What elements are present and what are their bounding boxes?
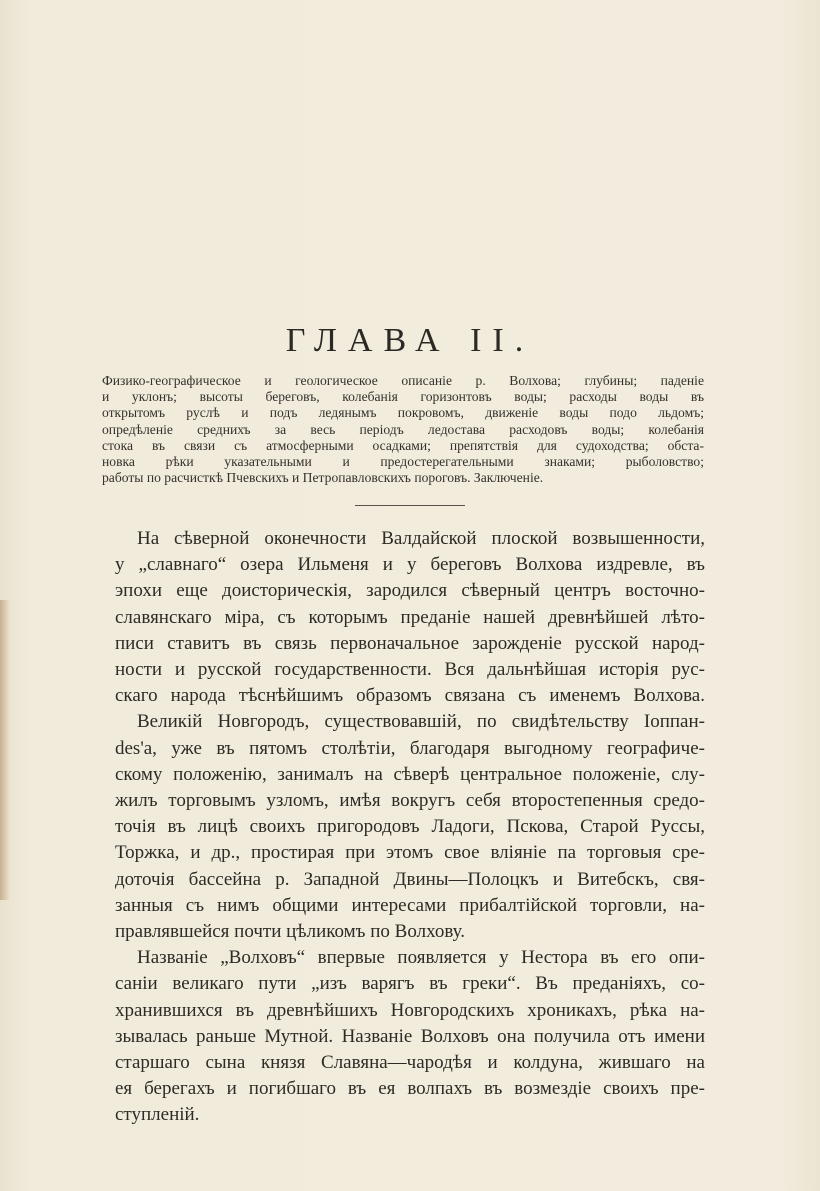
body-line: Торжка, и др., простирая при этомъ свое влiянiе па торговыя сре- [115,842,705,864]
body-line: скаго народа тѣснѣйшимъ образомъ связана съ именемъ Волхова. [115,685,705,707]
body-line: ности и русской государственности. Вся дальнѣйшая исторiя рус- [115,659,705,681]
body-line: точiя въ лицѣ своихъ пригородовъ Ладоги, Пскова, Старой Руссы, [115,816,705,838]
body-line: Названiе „Волховъ“ впервые появляется у Нестора въ его опи- [137,947,705,969]
summary-line: работы по расчисткѣ Пчевскихъ и Петропавловскихъ пороговъ. Заключенiе. [102,470,544,486]
body-text [115,526,705,1129]
body-line: писи ставитъ въ связь первоначальное зарожденiе русской народ- [115,632,705,654]
chapter-title: ГЛАВА II. [285,322,535,359]
body-line: правлявшейся почти цѣликомъ по Волхову. [115,921,466,943]
summary-line: открытомъ руслѣ и подъ ледянымъ покровомъ, движенiе воды подо льдомъ; [102,405,704,421]
body-line: занныя съ нимъ общими интересами прибалтiйской торговли, на- [115,894,705,916]
body-line: хранившихся въ древнѣйшихъ Новгородскихъ хроникахъ, рѣка на- [115,999,705,1021]
body-line: des'а, уже въ пятомъ столѣтiи, благодаря выгодному географиче- [115,737,705,759]
body-line: зывалась раньше Мутной. Названiе Волховъ она получила отъ имени [115,1025,705,1047]
body-line: На сѣверной оконечности Валдайской плоской возвышенности, [137,528,705,549]
body-line: ступленiй. [115,1104,200,1126]
body-line: жилъ торговымъ узломъ, имѣя вокругъ себя второстепенныя средо- [115,790,705,812]
body-line: санiи великаго пути „изъ варягъ въ греки“. Въ преданiяхъ, со- [115,973,705,995]
summary-line: Физико-географическое и геологическое описанiе р. Волхова; глубины; паденiе [102,373,704,388]
body-line: старшаго сына князя Славяна—чародѣя и колдуна, жившаго на [115,1052,705,1074]
summary-line: опредѣленiе среднихъ за весь перiодъ ледостава расходовъ воды; колебанiя [102,421,704,437]
body-line: эпохи еще доисторическiя, зародился сѣверный центръ восточно- [115,580,705,602]
body-line: славянскаго мiра, съ которымъ преданiе нашей древнѣйшей лѣто- [115,606,705,628]
summary-line: новка рѣки указательными и предостерегательными знаками; рыболовство; [102,454,704,470]
body-line: скому положенiю, занималъ на сѣверѣ центральное положенiе, слу- [115,763,705,785]
body-line: доточiя бассейна р. Западной Двины—Полоцкъ и Витебскъ, свя- [115,868,705,890]
summary-line: стока въ связи съ атмосферными осадками; препятствiя для судоходства; обста- [102,437,704,453]
summary-line: и уклонъ; высоты береговъ, колебанiя горизонтовъ воды; расходы воды въ [102,389,704,405]
section-divider [355,505,465,506]
chapter-summary [102,373,704,486]
page-binding-edge [0,600,10,900]
body-line: ея берегахъ и погибшаго въ ея волпахъ въ возмездiе своихъ пре- [115,1078,705,1100]
body-line: у „славнаго“ озера Ильменя и у береговъ Волхова издревле, въ [115,554,705,576]
body-line: Великiй Новгородъ, существовавшiй, по свидѣтельству Iоппан- [137,711,705,733]
